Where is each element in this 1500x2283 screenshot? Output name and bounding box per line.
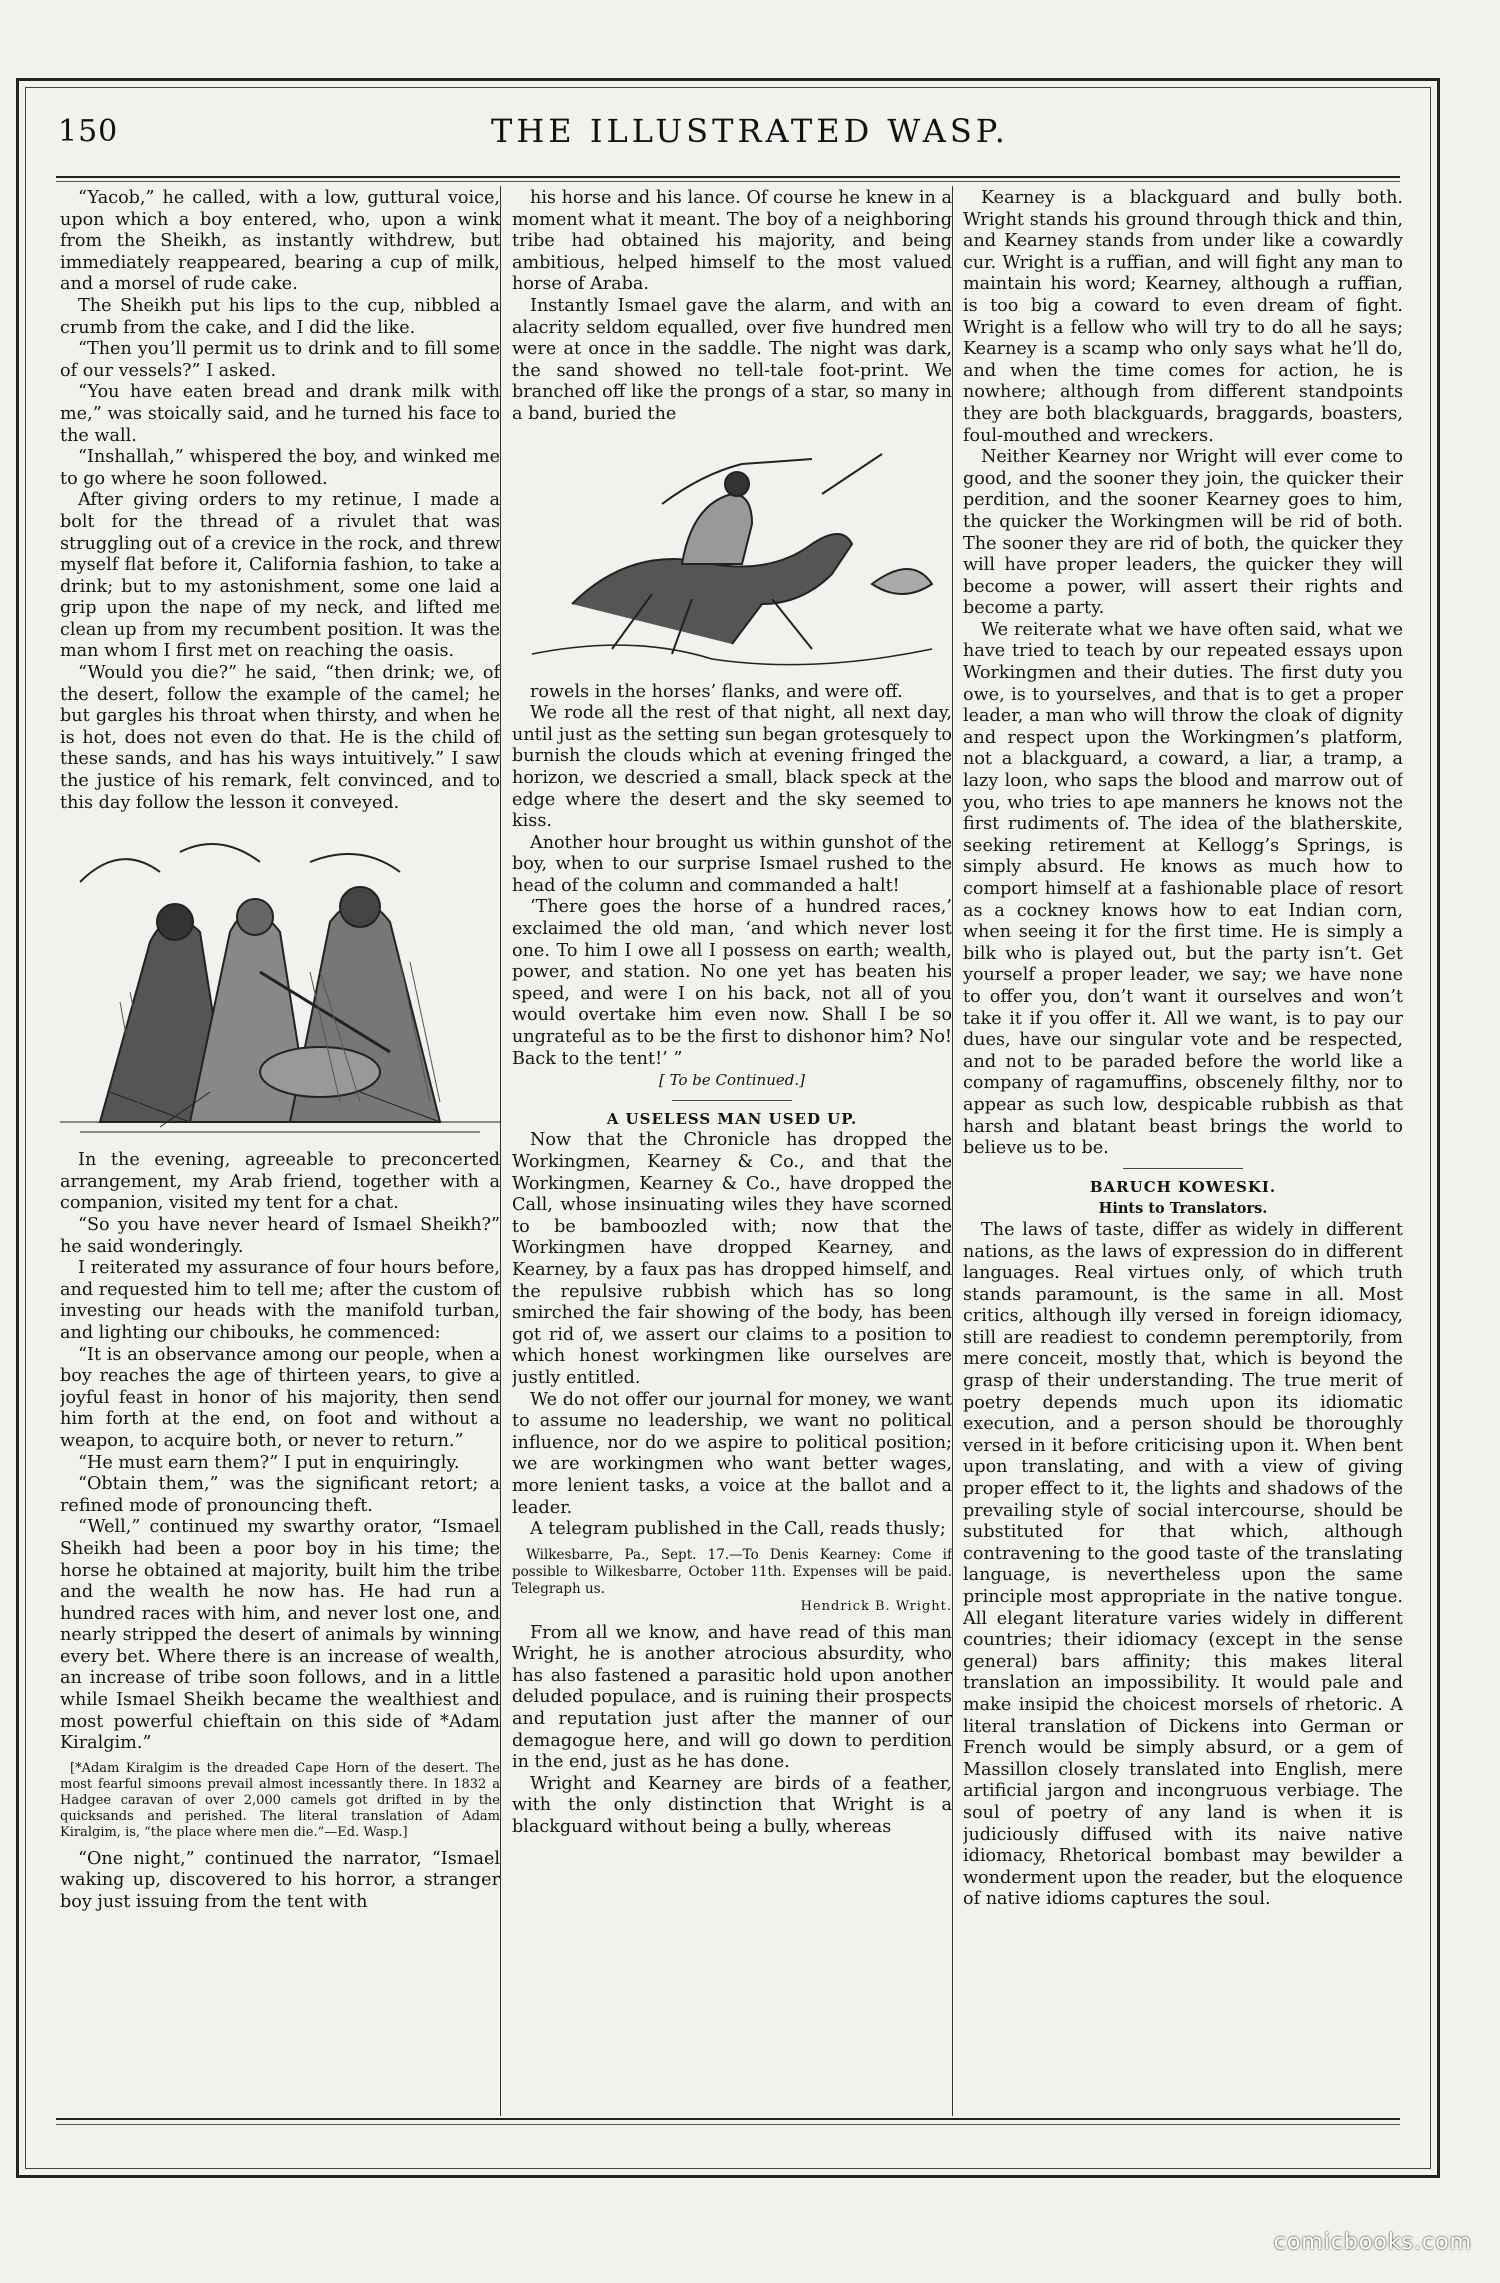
header-rule (56, 176, 1400, 178)
paragraph: “Then you’ll permit us to drink and to fill some of our vessels?” I asked. (60, 339, 500, 381)
footer-rule-thin (56, 2124, 1400, 2125)
article-text (963, 1220, 1403, 1911)
article-text (512, 1130, 952, 1540)
paragraph: “Well,” continued my swarthy orator, “Ismael Sheikh had been a poor boy in his time; the horse he obtained at majority, built him the tribe and the wealth he now has. He had run a hundred races with him, and never lost one, and nearly stripped the desert of animals by winning every bet. Where there is an increase of wealth, an increase of tribe soon follows, and in a little while Ismael Sheikh became the wealthiest and most powerful chieftain on this side of *Adam Kiralgim.” (60, 1517, 500, 1754)
article-text (512, 1623, 952, 1839)
story-text (60, 188, 500, 814)
paragraph: “It is an observance among our people, when a boy reaches the age of thirteen years, to give a joyful feast in honor of his majority, then send him forth at the end, on foot and without a weapon, to acquire both, or never to return.” (60, 1344, 500, 1451)
paragraph: “So you have never heard of Ismael Sheikh?” he said wonderingly. (60, 1215, 500, 1257)
column-2 (512, 188, 952, 2118)
paragraph: We do not offer our journal for money, we want to assume no leadership, we want no political influence, nor do we aspire to political position; we are workingmen who want better wages, more lenient tasks, a voice at the ballot and a leader. (512, 1389, 952, 1518)
rider-illustration (512, 434, 952, 674)
horse-rider-illustration (512, 434, 952, 674)
paragraph: Kearney is a blackguard and bully both. Wright stands his ground through thick and thin, and Kearney stands from under like a cowardly cur. Wright is a ruffian, and will fight any man to maintain his word; Kearney, although a ruffian, is too big a coward to even dream of fight. Wright is a fellow who will try to do all he says; Kearney is a scamp who only says what he’ll do, and when the time comes for action, he is nowhere; although from different standpoints they are both blackguards, braggards, boasters, foul-mouthed and wreckers. (963, 188, 1403, 446)
paragraph: We reiterate what we have often said, what we have tried to teach by our repeated essays upon Workingmen and their duties. The first duty you owe, is to yourselves, and that is to get a proper leader, a man who will throw the cloak of dignity and respect upon the Workingmen’s platform, not a blackguard, a coward, a liar, a tramp, a lazy loon, who saps the blood and marrow out of you, who tries to ape manners he knows not the first rudiments of. The idea of the blatherskite, seeking retirement at Kellogg’s Springs, is simply absurd. He knows as much how to comport himself at a fashionable place of resort as a cockney knows how to eat Indian corn, when seeing it for the first time. He is simply a bilk who is played out, but the party isn’t. Get yourself a proper leader, we say; we have none to offer you, don’t want it ourselves and won’t take it if you offer it. All we want, is to pay our dues, have our singular vote and be respected, and not to be paraded before the world like a company of ragamuffins, obscenely filthy, nor to appear as such low, despicable rubbish as that harsh and blatant beast brings the world to believe us to be. (963, 619, 1403, 1159)
masthead-title: THE ILLUSTRATED WASP. (491, 112, 1009, 150)
paragraph: “One night,” continued the narrator, “Ismael waking up, discovered to his horror, a stranger boy just issuing from the tent with (60, 1848, 500, 1913)
footnote: [*Adam Kiralgim is the dreaded Cape Horn of the desert. The most fearful simoons prevail almost incessantly there. In 1832 a Hadgee caravan of over 2,000 camels got drifted in by the quicksands and perished. The literal translation of Adam Kiralgim, is, “the place where men die.”—Ed. Wasp.] (60, 1760, 500, 1840)
article-title: A USELESS MAN USED UP. (606, 1109, 858, 1128)
paragraph: “Obtain them,” was the significant retort; a refined mode of pronouncing theft. (60, 1474, 500, 1516)
story-text (512, 682, 952, 1071)
column-divider (500, 186, 501, 2116)
arab-tent-scene-illustration (60, 822, 500, 1142)
article-title: BARUCH KOWESKI. (1089, 1177, 1277, 1196)
footer-rule (56, 2118, 1400, 2120)
paragraph: Another hour brought us within gunshot of the boy, when to our surprise Ismael rushed to the head of the column and commanded a halt! (512, 832, 952, 896)
article-text (963, 188, 1403, 1160)
paragraph: rowels in the horses’ flanks, and were off. (530, 681, 903, 702)
paragraph: The laws of taste, differ as widely in different nations, as the laws of expression do in different languages. Real virtues only, of which truth stands paramount, is the same in all. Most critics, although illy versed in foreign idiomacy, still are readiest to condemn peremptorily, from mere conceit, mostly that, which is beyond the grasp of their understanding. The true merit of poetry depends much upon its idiomatic execution, and a person should be thoroughly versed in it before criticising upon it. When bent upon translating, and with a view of giving proper effect to it, the lights and shadows of the prevailing style of social intercourse, should be substituted for that which, although contravening to the good taste of the translating language, is nevertheless upon the same principle most appropriate in the native tongue. All elegant literature varies widely in different countries; their idiomacy (except in the sense general) bars affinity; this makes literal translation an impossibility. It would pale and make insipid the choicest morsels of rhetoric. A literal translation of Dickens into German or French would be simply absurd, or a gem of Massillon closely translated into English, mere artificial jargon and incongruous verbiage. The soul of poetry of any land is when it is judiciously diffused with its naive native idiomacy, Rhetorical bombast may bewilder a wonderment upon the reader, but the eloquence of native idioms captures the soul. (963, 1219, 1403, 1910)
telegram-signature: Hendrick B. Wright. (800, 1598, 952, 1614)
watermark: comicbooks.com (1273, 2230, 1472, 2255)
paragraph: The Sheikh put his lips to the cup, nibbled a crumb from the cake, and I did the like. (60, 295, 500, 338)
column-divider (952, 186, 953, 2116)
page-number: 150 (58, 114, 119, 149)
paragraph: ‘There goes the horse of a hundred races,’ exclaimed the old man, ‘and which never lost one. To him I owe all I possess on earth; wealth, power, and station. No one yet has beaten his speed, and were I on his back, not all of you would overtake him even now. Shall I be so ungrateful as to be the first to dishonor him? No! Back to the tent!’ ” (512, 897, 952, 1069)
paragraph: Instantly Ismael gave the alarm, and with an alacrity seldom equalled, over five hundred men were at once in the saddle. The night was dark, the sand showed no tell-tale foot-print. We branched off like the prongs of a star, so many in a band, buried the (512, 295, 952, 424)
story-text (512, 188, 952, 426)
story-text (60, 1849, 500, 1914)
article-subtitle: Hints to Translators. (1098, 1200, 1268, 1218)
paragraph: “Inshallah,” whispered the boy, and winked me to go where he soon followed. (60, 447, 500, 489)
paragraph: I reiterated my assurance of four hours before, and requested him to tell me; after the custom of investing our heads with the manifold turban, and lighting our chibouks, he commenced: (60, 1258, 500, 1343)
paragraph: Now that the Chronicle has dropped the Workingmen, Kearney & Co., and that the Workingmen, Kearney & Co., have dropped the Call, whose insinuating wiles they have scorned to be bamboozled with; now that the Workingmen have dropped Kearney, and Kearney, by a faux pas has dropped himself, and the repulsive rubbish which has so long smirched the fair showing of the body, has been got rid of, we assert our claims to a position to which honest workingmen like ourselves are justly entitled. (512, 1130, 952, 1388)
header-rule-thin (56, 181, 1400, 182)
paragraph: A telegram published in the Call, reads thusly; (530, 1519, 946, 1540)
telegram: Wilkesbarre, Pa., Sept. 17.—To Denis Kearney: Come if possible to Wilkesbarre, October 11th. Expenses will be paid. Telegraph us. Hendrick B. Wright. (512, 1546, 952, 1614)
column-3 (963, 188, 1403, 2118)
paragraph: Neither Kearney nor Wright will ever come to good, and the sooner they join, the quicker their perdition, and the sooner Kearney goes to him, the quicker the Workingmen will be rid of both. The sooner they are rid of both, the quicker they will have proper leaders, the quicker they will become a power, will assert their rights and become a party. (963, 447, 1403, 619)
paragraph: “You have eaten bread and drank milk with me,” was stoically said, and he turned his face to the wall. (60, 382, 500, 446)
paragraph: We rode all the rest of that night, all next day, until just as the setting sun began grotesquely to burnish the clouds which at evening fringed the horizon, we descried a small, black speck at the edge where the desert and the sky seemed to kiss. (512, 703, 952, 832)
tent-illustration (60, 822, 500, 1142)
paragraph: “Would you die?” he said, “then drink; we, of the desert, follow the example of the camel; he but gargles his throat when thirsty, and when he is hot, does not even do that. He is the child of these sands, and has his ways intuitively.” I saw the justice of his remark, felt convinced, and to this day follow the lesson it conveyed. (60, 663, 500, 813)
paragraph: “Yacob,” he called, with a low, guttural voice, upon which a boy entered, who, upon a wink from the Sheikh, as instantly withdrew, but immediately reappeared, bearing a cup of milk, and a morsel of rude cake. (60, 188, 500, 295)
paragraph: Wright and Kearney are birds of a feather, with the only distinction that Wright is a blackguard without being a bully, whereas (512, 1773, 952, 1838)
to-be-continued: [ To be Continued.] (659, 1071, 805, 1090)
paragraph: From all we know, and have read of this man Wright, he is another atrocious absurdity, who has also fastened a parasitic hold upon another deluded populace, and is ruining their prospects and reputation just after the manner of our demagogue here, and will go down to perdition in the end, just as he has done. (512, 1622, 952, 1773)
paragraph: “He must earn them?” I put in enquiringly. (78, 1452, 460, 1473)
story-text (60, 1150, 500, 1755)
paragraph: After giving orders to my retinue, I made a bolt for the thread of a rivulet that was struggling out of a crevice in the rock, and threw myself flat before it, California fashion, to take a drink; but to my astonishment, some one laid a grip upon the nape of my neck, and lifted me clean up from my recumbent position. It was the man whom I first met on reaching the oasis. (60, 490, 500, 662)
column-1 (60, 188, 500, 2118)
paragraph: his horse and his lance. Of course he knew in a moment what it meant. The boy of a neighboring tribe had obtained his majority, and being ambitious, helped himself to the most valued horse of Araba. (512, 188, 952, 295)
paragraph: In the evening, agreeable to preconcerted arrangement, my Arab friend, together with a companion, visited my tent for a chat. (60, 1150, 500, 1214)
